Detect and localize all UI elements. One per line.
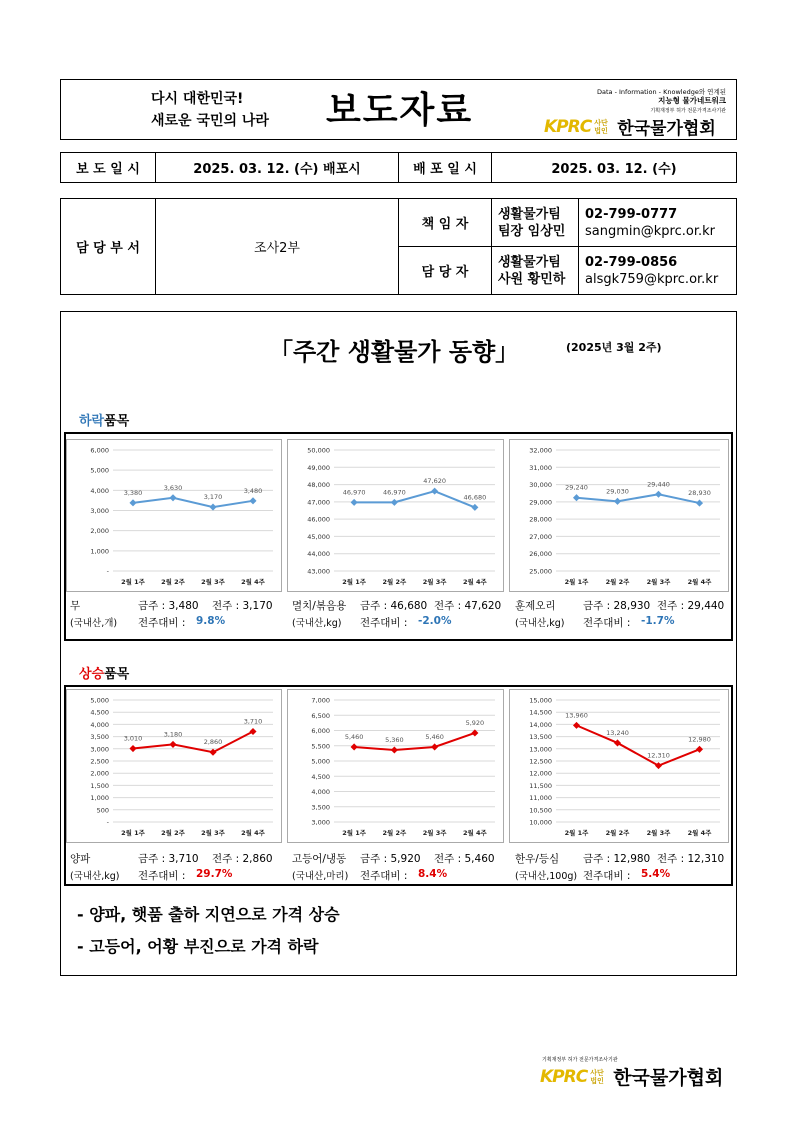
- page-title: 보도자료: [326, 90, 474, 131]
- item-name: 무: [70, 600, 81, 612]
- data-label: 47,620: [423, 477, 446, 486]
- item-cmp-label: 전주대비 :: [360, 870, 408, 882]
- item-origin: (국내산,마리): [292, 871, 349, 882]
- item-cmp-label: 전주대비 :: [138, 870, 186, 882]
- item-name: 양파: [70, 853, 91, 865]
- y-tick-label: 1,500: [90, 781, 109, 790]
- series-line: [354, 733, 475, 750]
- x-tick-label: 2월 3주: [646, 829, 671, 837]
- tagline-line2: 지능형 물가네트워크: [658, 96, 726, 105]
- item-cur: 금주 : 12,980: [583, 853, 651, 865]
- x-tick-label: 2월 4주: [687, 829, 712, 837]
- x-tick-label: 2월 2주: [161, 578, 185, 586]
- y-tick-label: 12,000: [529, 769, 552, 778]
- x-tick-label: 2월 1주: [564, 829, 589, 837]
- x-tick-label: 2월 4주: [462, 829, 487, 837]
- item-name: 한우/등심: [515, 853, 560, 865]
- item-prev: 전주 : 2,860: [212, 853, 273, 865]
- data-point: [391, 499, 398, 506]
- y-tick-label: 5,500: [311, 742, 330, 751]
- y-tick-label: 10,500: [529, 806, 552, 815]
- data-point: [249, 497, 256, 504]
- data-label: 29,440: [647, 480, 670, 489]
- item-origin: (국내산,kg): [292, 618, 342, 629]
- item-origin: (국내산,kg): [515, 618, 565, 629]
- x-tick-label: 2월 4주: [241, 829, 265, 837]
- y-tick-label: 14,000: [529, 720, 552, 729]
- item-pct: 8.4%: [418, 868, 448, 880]
- y-tick-label: 4,500: [311, 772, 330, 781]
- logo-mark-icon: KPRC: [544, 116, 592, 137]
- y-tick-label: 49,000: [307, 463, 330, 472]
- person2-phone: 02-799-0856: [585, 254, 678, 270]
- data-point: [209, 504, 216, 511]
- person2-team: 생활물가팀: [498, 254, 561, 270]
- data-label: 29,030: [606, 487, 629, 496]
- x-tick-label: 2월 2주: [605, 829, 630, 837]
- y-tick-label: 11,000: [529, 794, 552, 803]
- person2-email[interactable]: alsgk759@kprc.or.kr: [585, 271, 719, 287]
- y-tick-label: 44,000: [307, 550, 330, 559]
- data-point: [614, 498, 621, 505]
- y-tick-label: 2,500: [90, 757, 109, 766]
- item-origin: (국내산,100g): [515, 871, 578, 882]
- footer-logo-name: 한국물가협회: [613, 1067, 724, 1089]
- person2-id: [492, 247, 579, 295]
- x-tick-label: 2월 2주: [605, 578, 630, 586]
- x-tick-label: 2월 4주: [241, 578, 265, 586]
- y-tick-label: 13,500: [529, 733, 552, 742]
- y-tick-label: 14,500: [529, 708, 552, 717]
- footer-logo-mark-icon: KPRC: [540, 1066, 588, 1087]
- x-tick-label: 2월 4주: [687, 578, 712, 586]
- person1-name: 팀장 임상민: [498, 223, 566, 239]
- data-label: 3,170: [203, 493, 223, 502]
- y-tick-label: 3,000: [311, 818, 330, 827]
- data-label: 3,630: [163, 483, 183, 492]
- y-tick-label: 5,000: [311, 757, 330, 766]
- data-label: 3,710: [243, 717, 263, 726]
- slogan-line2: 새로운 국민의 나라: [151, 113, 269, 129]
- data-point: [209, 749, 216, 756]
- y-tick-label: 7,000: [311, 696, 330, 705]
- y-tick-label: 4,000: [90, 720, 109, 729]
- data-label: 46,680: [463, 493, 487, 502]
- person2-name: 사원 황민하: [498, 271, 566, 287]
- logo-prefix: 사단법인: [594, 118, 608, 135]
- y-tick-label: 4,000: [311, 788, 330, 796]
- data-point: [696, 500, 703, 507]
- item-name: 훈제오리: [515, 600, 556, 612]
- item-prev: 전주 : 5,460: [434, 853, 495, 865]
- y-tick-label: 3,500: [90, 733, 109, 742]
- y-tick-label: 27,000: [529, 532, 552, 541]
- item-origin: (국내산,kg): [70, 871, 120, 882]
- up-label-colored: 상승: [79, 667, 105, 682]
- y-tick-label: 47,000: [307, 498, 330, 507]
- item-cur: 금주 : 5,920: [360, 853, 421, 865]
- slogan-line1: 다시 대한민국!: [151, 91, 244, 107]
- item-cmp-label: 전주대비 :: [360, 617, 408, 629]
- data-label: 2,860: [203, 738, 223, 747]
- item-pct: -2.0%: [418, 615, 452, 627]
- data-point: [169, 741, 176, 748]
- x-tick-label: 2월 3주: [201, 578, 225, 586]
- data-label: 5,920: [465, 718, 485, 727]
- data-point: [351, 743, 358, 750]
- item-info-up-1: [292, 851, 506, 885]
- chart-panel-5: [509, 689, 729, 843]
- data-point: [431, 743, 438, 750]
- y-tick-label: 4,000: [90, 486, 109, 495]
- person1-team: 생활물가팀: [498, 206, 561, 222]
- tagline-line1: Data - Information - Knowledge와 연계된: [596, 88, 726, 96]
- y-tick-label: 45,000: [307, 532, 330, 541]
- series-line: [133, 498, 253, 507]
- item-cur: 금주 : 3,710: [138, 853, 199, 865]
- chart-radish: [67, 440, 281, 591]
- y-tick-label: 6,000: [90, 446, 109, 455]
- data-point: [431, 488, 438, 495]
- x-tick-label: 2월 1주: [342, 578, 367, 586]
- chart-mackerel: [288, 690, 503, 842]
- series-line: [577, 725, 700, 765]
- item-cur: 금주 : 28,930: [583, 600, 651, 612]
- chart-smoked-duck: [510, 440, 728, 591]
- x-tick-label: 2월 1주: [564, 578, 589, 586]
- data-point: [391, 746, 398, 753]
- summary-line1: - 양파, 햇품 출하 지연으로 가격 상승: [77, 905, 340, 924]
- distribution-label: 배 포 일 시: [399, 153, 492, 183]
- data-label: 3,380: [123, 488, 143, 497]
- down-label-rest: 품목: [104, 414, 130, 429]
- y-tick-label: 48,000: [307, 481, 330, 490]
- y-tick-label: 500: [96, 806, 109, 815]
- y-tick-label: 3,000: [90, 507, 109, 515]
- chart-panel-3: [66, 689, 282, 843]
- chart-hanwoo: [510, 690, 728, 842]
- data-label: 3,010: [123, 734, 143, 743]
- data-point: [129, 499, 136, 506]
- x-tick-label: 2월 2주: [382, 578, 407, 586]
- item-pct: 9.8%: [196, 615, 226, 627]
- y-tick-label: 26,000: [529, 550, 552, 559]
- down-label-colored: 하락: [79, 414, 105, 429]
- header-box: [60, 79, 737, 140]
- role-manager: 책 임 자: [399, 199, 492, 247]
- y-tick-label: 3,000: [90, 745, 109, 754]
- release-date-table: [60, 152, 737, 183]
- section-label-down: [79, 410, 129, 429]
- item-info-up-0: [70, 851, 284, 885]
- data-label: 3,480: [243, 486, 263, 495]
- x-tick-label: 2월 3주: [646, 578, 671, 586]
- item-cur: 금주 : 46,680: [360, 600, 428, 612]
- up-label-rest: 품목: [104, 667, 130, 682]
- section-label-up: [79, 663, 129, 682]
- y-tick-label: 28,000: [529, 515, 552, 524]
- item-info-up-2: [515, 851, 731, 885]
- x-tick-label: 2월 1주: [121, 829, 145, 837]
- y-tick-label: 4,500: [90, 708, 109, 717]
- y-tick-label: 1,000: [90, 794, 109, 803]
- data-label: 28,930: [688, 489, 711, 498]
- data-label: 46,970: [342, 488, 366, 497]
- data-point: [351, 499, 358, 506]
- item-pct: 5.4%: [641, 868, 671, 880]
- data-label: 5,460: [344, 732, 364, 741]
- y-tick-label: 50,000: [307, 446, 330, 455]
- y-tick-label: 46,000: [307, 515, 330, 524]
- x-tick-label: 2월 3주: [201, 829, 225, 837]
- y-tick-label: 6,000: [311, 727, 330, 735]
- logo: [544, 114, 716, 139]
- y-tick-label: 43,000: [307, 567, 330, 576]
- x-tick-label: 2월 1주: [342, 829, 367, 837]
- report-period: (2025년 3월 2주): [566, 341, 662, 354]
- item-pct: -1.7%: [641, 615, 675, 627]
- item-name: 멸치/볶음용: [292, 600, 347, 612]
- data-label: 29,240: [565, 483, 588, 492]
- y-tick-label: 3,500: [311, 803, 330, 812]
- y-tick-label: 5,000: [90, 696, 109, 705]
- x-tick-label: 2월 2주: [161, 829, 185, 837]
- footer-logo: [540, 1063, 723, 1090]
- item-cmp-label: 전주대비 :: [583, 617, 631, 629]
- dept-value: 조사2부: [156, 199, 399, 295]
- person1-phone: 02-799-0777: [585, 206, 678, 222]
- item-prev: 전주 : 47,620: [434, 600, 502, 612]
- data-point: [169, 494, 176, 501]
- item-origin: (국내산,개): [70, 618, 118, 629]
- release-value: 2025. 03. 12. (수) 배포시: [156, 153, 399, 183]
- chart-panel-1: [287, 439, 504, 592]
- data-label: 12,310: [647, 751, 670, 760]
- role-staff: 담 당 자: [399, 247, 492, 295]
- data-label: 3,180: [163, 730, 183, 739]
- item-prev: 전주 : 12,310: [657, 853, 725, 865]
- y-tick-label: 11,500: [529, 781, 552, 790]
- distribution-value: 2025. 03. 12. (수): [492, 153, 737, 183]
- report-title: 「주간 생활물가 동향」: [269, 338, 520, 366]
- y-tick-label: -: [106, 818, 109, 827]
- person1-id: [492, 199, 579, 247]
- y-tick-label: 15,000: [529, 696, 552, 705]
- item-pct: 29.7%: [196, 868, 233, 880]
- y-tick-label: 6,500: [311, 711, 330, 720]
- y-tick-label: 2,000: [90, 527, 109, 536]
- data-point: [573, 494, 580, 501]
- release-label: 보 도 일 시: [61, 153, 156, 183]
- x-tick-label: 2월 2주: [382, 829, 407, 837]
- data-point: [696, 746, 703, 753]
- item-cmp-label: 전주대비 :: [583, 870, 631, 882]
- logo-caption: 기획재정부 허가 전문가격조사기관: [650, 108, 726, 114]
- y-tick-label: 31,000: [529, 463, 552, 472]
- footer-logo-caption: 기획재정부 허가 전문가격조사기관: [542, 1057, 618, 1063]
- data-point: [471, 504, 478, 511]
- y-tick-label: 12,500: [529, 757, 552, 766]
- data-point: [655, 491, 662, 498]
- series-line: [354, 491, 475, 507]
- data-label: 5,460: [425, 732, 444, 741]
- data-label: 12,980: [688, 735, 711, 744]
- y-tick-label: 30,000: [529, 481, 552, 490]
- y-tick-label: 10,000: [529, 818, 552, 827]
- footer-logo-prefix: 사단법인: [590, 1068, 604, 1085]
- item-prev: 전주 : 29,440: [657, 600, 725, 612]
- chart-panel-2: [509, 439, 729, 592]
- data-label: 46,970: [383, 488, 406, 497]
- chart-panel-0: [66, 439, 282, 592]
- item-name: 고등어/냉동: [292, 853, 347, 865]
- person1-contact: [579, 199, 737, 247]
- person2-contact: [579, 247, 737, 295]
- summary-line2: - 고등어, 어황 부진으로 가격 하락: [77, 937, 319, 956]
- y-tick-label: 2,000: [90, 769, 109, 778]
- x-tick-label: 2월 3주: [422, 578, 447, 586]
- item-cur: 금주 : 3,480: [138, 600, 199, 612]
- item-prev: 전주 : 3,170: [212, 600, 273, 612]
- data-label: 13,240: [606, 728, 629, 737]
- data-point: [249, 728, 256, 735]
- y-tick-label: 32,000: [529, 446, 552, 455]
- data-label: 5,360: [385, 736, 404, 745]
- item-cmp-label: 전주대비 :: [138, 617, 186, 629]
- dept-label: 담 당 부 서: [61, 199, 156, 295]
- y-tick-label: 29,000: [529, 498, 552, 507]
- chart-anchovy: [288, 440, 503, 591]
- x-tick-label: 2월 1주: [121, 578, 145, 586]
- data-point: [573, 722, 580, 729]
- logo-name: 한국물가협회: [617, 119, 716, 139]
- person1-email[interactable]: sangmin@kprc.or.kr: [585, 223, 715, 239]
- y-tick-label: -: [106, 567, 109, 576]
- data-label: 13,960: [565, 711, 588, 720]
- contact-table: [60, 198, 737, 295]
- item-info-down-2: [515, 598, 731, 632]
- item-info-down-0: [70, 598, 284, 632]
- x-tick-label: 2월 3주: [422, 829, 447, 837]
- item-info-down-1: [292, 598, 506, 632]
- y-tick-label: 25,000: [529, 567, 552, 576]
- x-tick-label: 2월 4주: [462, 578, 487, 586]
- chart-onion: [67, 690, 281, 842]
- y-tick-label: 5,000: [90, 466, 109, 475]
- chart-panel-4: [287, 689, 504, 843]
- y-tick-label: 13,000: [529, 745, 552, 754]
- y-tick-label: 1,000: [90, 547, 109, 556]
- data-point: [129, 745, 136, 752]
